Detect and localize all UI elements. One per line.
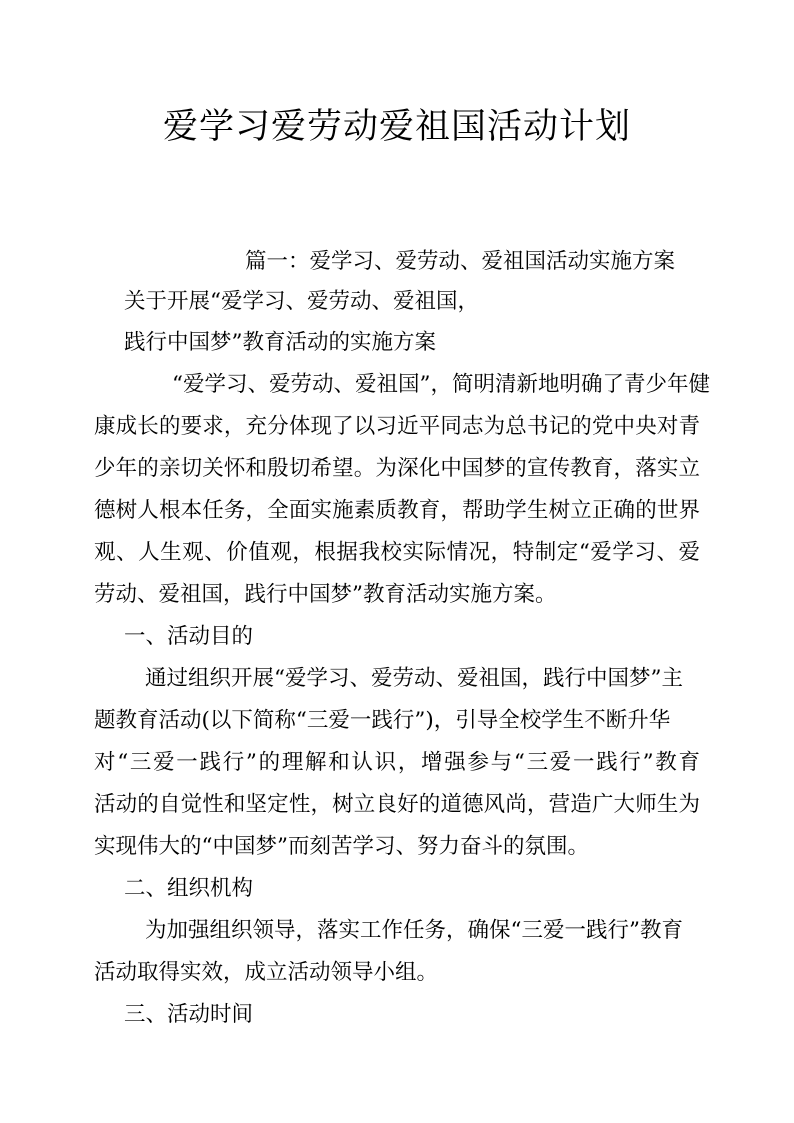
- purpose-paragraph-line: 活动的自觉性和坚定性，树立良好的道德风尚，营造广大师生为: [94, 792, 700, 817]
- intro-paragraph-line: 康成长的要求，充分体现了以习近平同志为总书记的党中央对青: [94, 414, 700, 439]
- purpose-paragraph-line: 题教育活动(以下简称“三爱一践行”)，引导全校学生不断升华: [94, 708, 671, 733]
- notice-title-line-1: 关于开展“爱学习、爱劳动、爱祖国，: [124, 289, 479, 314]
- intro-paragraph-line: 德树人根本任务，全面实施素质教育，帮助学生树立正确的世界: [94, 498, 700, 523]
- organization-paragraph-line: 为加强组织领导，落实工作任务，确保“三爱一践行”教育: [145, 918, 683, 943]
- intro-paragraph-line: “爱学习、爱劳动、爱祖国”，简明清新地明确了青少年健: [172, 372, 710, 397]
- intro-paragraph-line: 劳动、爱祖国，践行中国梦”教育活动实施方案。: [94, 582, 557, 607]
- purpose-paragraph-line: 通过组织开展“爱学习、爱劳动、爱祖国，践行中国梦”主: [145, 666, 683, 691]
- purpose-paragraph-line: 对“三爱一践行”的理解和认识，增强参与“三爱一践行”教育: [94, 750, 700, 775]
- purpose-paragraph-line: 实现伟大的“中国梦”而刻苦学习、努力奋斗的氛围。: [94, 834, 589, 859]
- document-title: 爱学习爱劳动爱祖国活动计划: [162, 107, 631, 147]
- section-heading-organization: 二、组织机构: [124, 876, 254, 901]
- intro-paragraph-line: 观、人生观、价值观，根据我校实际情况，特制定“爱学习、爱: [94, 540, 700, 565]
- section-heading-time: 三、活动时间: [124, 1002, 254, 1027]
- section-title: 篇一：爱学习、爱劳动、爱祖国活动实施方案: [245, 249, 676, 274]
- intro-paragraph-line: 少年的亲切关怀和殷切希望。为深化中国梦的宣传教育，落实立: [94, 456, 700, 481]
- organization-paragraph-line: 活动取得实效，成立活动领导小组。: [94, 960, 439, 985]
- notice-title-line-2: 践行中国梦”教育活动的实施方案: [124, 330, 436, 355]
- section-heading-purpose: 一、活动目的: [124, 624, 254, 649]
